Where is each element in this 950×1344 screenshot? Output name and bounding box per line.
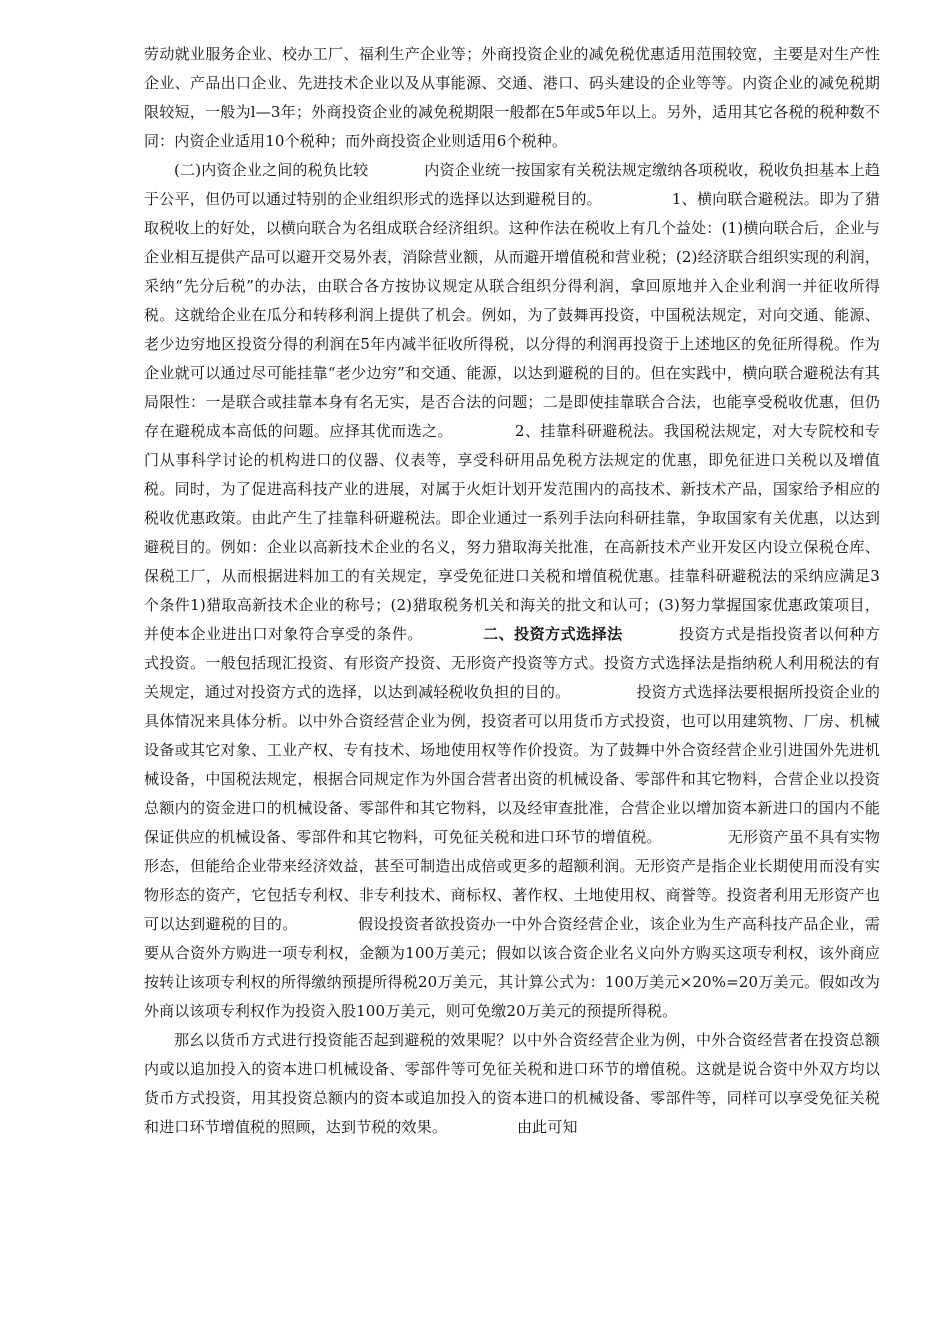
text-tax-scope: 劳动就业服务企业、校办工厂、福利生产企业等；外商投资企业的减免税优惠适用范围较宽，主要是对生产性企业、产品出口企业、先进技术企业以及从事能源、交通、港口、码头建设的企业等等。内资企业的减免税期限较短，一般为l—3年；外商投资企业的减免税期限一般都在5年或5年以上。另外，适用其它各税的税种数不同：内资企业适用10个税种；而外商投资企业则适用6个税种。 [144, 45, 880, 150]
text-investment-method-definition: 投资方式是指投资者以何种方式投资。一般包括现汇投资、有形资产投资、无形资产投资等方式。投资方式选择法是指纳税人利用税法的有关规定，通过对投资方式的选择，以达到减轻税收负担的目的。 [144, 625, 880, 701]
text-conclusion-start: 由此可知 [517, 1118, 578, 1136]
section-heading-investment-method: 二、投资方式选择法 [482, 625, 623, 643]
section-title-domestic-comparison: (二)内资企业之间的税负比较 [174, 161, 369, 179]
paragraph-currency-investment [144, 1026, 880, 1142]
text-investment-method-analysis: 投资方式选择法要根据所投资企业的具体情况来具体分析。以中外合资经营企业为例，投资者可以用货币方式投资，也可以用建筑物、厂房、机械设备或其它对象、工业产权、专有技术、场地使用权等作价投资。为了鼓舞中外合资经营企业引进国外先进机械设备，中国税法规定，根据合同规定作为外国合营者出资的机械设备、零部件和其它物料，合营企业以投资总额内的资金进口的机械设备、零部件和其它物料，以及经审查批准，合营企业以增加资本新进口的国内不能保证供应的机械设备、零部件和其它物料，可免征关税和进口环节的增值税。 [144, 683, 881, 846]
document-body [144, 40, 880, 1142]
text-currency-investment: 那幺以货币方式进行投资能否起到避税的效果呢？以中外合资经营企业为例，中外合资经营者在投资总额内或以追加投入的资本进口机械设备、零部件等可免征关税和进口环节的增值税。这就是说合资中外双方均以货币方式投资，用其投资总额内的资本或追加投入的资本进口的机械设备、零部件等，同样可以享受免征关税和进口环节增值税的照顾，达到节税的效果。 [144, 1031, 880, 1136]
text-intangible-assets: 无形资产虽不具有实物形态，但能给企业带来经济效益，甚至可制造出成倍或更多的超额利润。无形资产是指企业长期使用而没有实物形态的资产，它包括专利权、非专利技术、商标权、著作权、土地使用权、商誉等。投资者利用无形资产也可以达到避税的目的。 [144, 828, 880, 933]
text-patent-example: 假设投资者欲投资办一中外合资经营企业，该企业为生产高科技产品企业，需要从合资外方购进一项专利权，金额为100万美元；假如以该合资企业名义向外方购买这项专利权，该外商应按转让该项专利权的所得缴纳预提所得税20万美元，其计算公式为：100万美元×20%=20万美元。假如改为外商以该项专利权作为投资入股100万美元，则可免缴20万美元的预提所得税。 [144, 915, 880, 1020]
paragraph-tax-scope [144, 40, 880, 156]
text-research-affiliation: 2、挂靠科研避税法。我国税法规定，对大专院校和专门从事科学讨论的机构进口的仪器、仪表等，享受科研用品免税方法规定的优惠，即免征进口关税以及增值税。同时，为了促进高科技产业的进展，对属于火炬计划开发范围内的高技术、新技术产品，国家给予相应的税收优惠政策。由此产生了挂靠科研避税法。即企业通过一系列手法向科研挂靠，争取国家有关优惠，以达到避税目的。例如：企业以高新技术企业的名义，努力猎取海关批准，在高新技术产业开发区内设立保税仓库、保税工厂，从而根据进料加工的有关规定，享受免征进口关税和增值税优惠。挂靠科研避税法的采纳应满足3个条件1)猎取高新技术企业的称号；(2)猎取税务机关和海关的批文和认可；(3)努力掌握国家优惠政策项目，并使本企业进出口对象符合享受的条件。 [144, 422, 880, 643]
paragraph-domestic-comparison [144, 156, 880, 1026]
text-horizontal-union: 1、横向联合避税法。即为了猎取税收上的好处，以横向联合为名组成联合经济组织。这种作法在税收上有几个益处：(1)横向联合后，企业与企业相互提供产品可以避开交易外表，消除营业额，从而避开增值税和营业税；(2)经济联合组织实现的利润，采纳“先分后税”的办法，由联合各方按协议规定从联合组织分得利润，拿回原地并入企业利润一并征收所得税。这就给企业在瓜分和转移利润上提供了机会。例如，为了鼓舞再投资，中国税法规定，对向交通、能源、老少边穷地区投资分得的利润在5年内减半征收所得税，以分得的利润再投资于上述地区的免征所得税。作为企业就可以通过尽可能挂靠“老少边穷”和交通、能源，以达到避税的目的。但在实践中，横向联合避税法有其局限性：一是联合或挂靠本身有名无实，是否合法的问题；二是即使挂靠联合合法，也能享受税收优惠，但仍存在避税成本高低的问题。应择其优而选之。 [144, 190, 880, 440]
text-domestic-comparison: 内资企业统一按国家有关税法规定缴纳各项税收，税收负担基本上趋于公平，但仍可以通过特别的企业组织形式的选择以达到避税目的。 [144, 161, 880, 208]
